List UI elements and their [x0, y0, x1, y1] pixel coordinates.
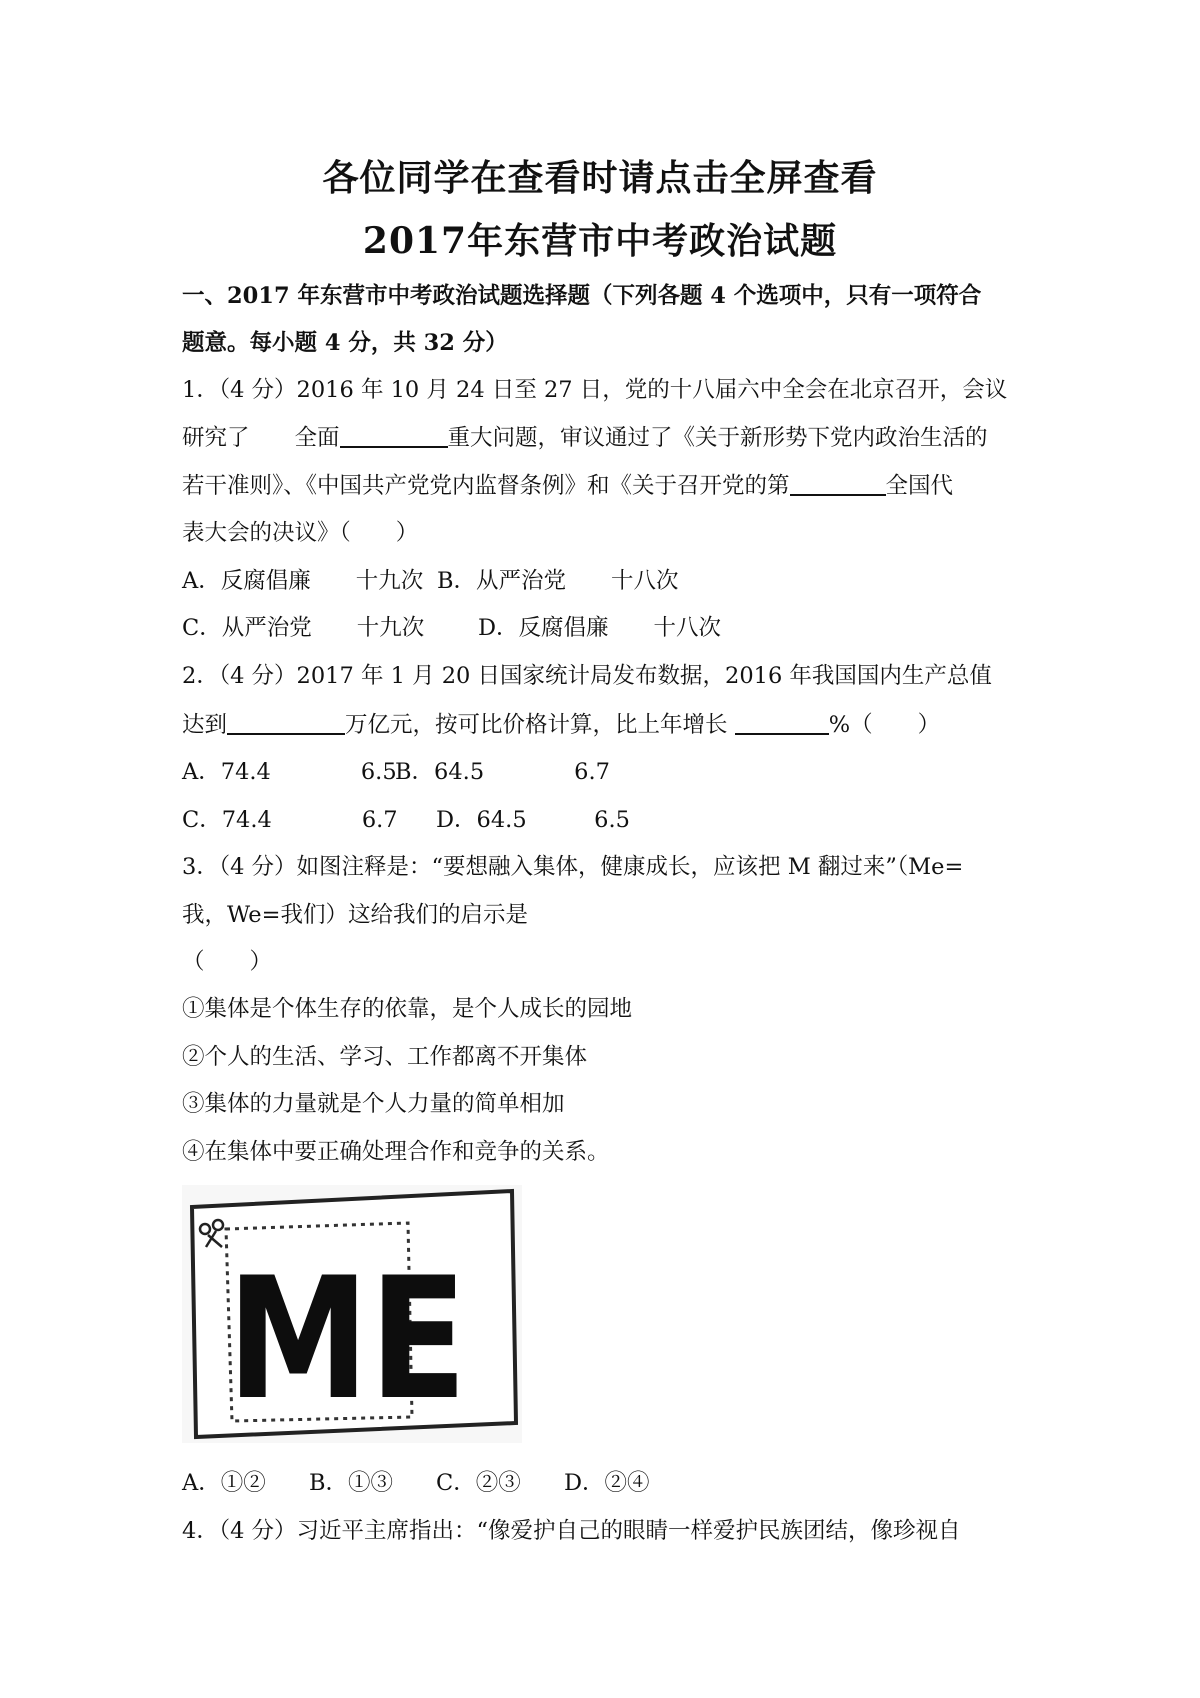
fullscreen-notice: 各位同学在查看时请点击全屏查看 [322, 157, 878, 199]
q2-line-1: 2．（4 分）2017 年 1 月 20 日国家统计局发布数据，2016 年我国国内生产总值 [182, 663, 992, 689]
q3-item-2: ②个人的生活、学习、工作都离不开集体 [182, 1044, 588, 1070]
me-figure-text: ME [227, 1241, 467, 1437]
q1-blank-1 [340, 422, 448, 448]
q1-line-1: 1．（4 分）2016 年 10 月 24 日至 27 日，党的十八届六中全会在北京召开，会议 [182, 377, 1008, 403]
q3-line-3: （ ） [182, 949, 273, 975]
q3-item-3: ③集体的力量就是个人力量的简单相加 [182, 1091, 565, 1117]
q2-line-2-text-a: 达到 [182, 712, 228, 738]
q1-line-3-text-a: 若干准则》、《中国共产党党内监督条例》和《关于召开党的第 [182, 473, 790, 499]
q1-line-3-text-b: 全国代 [885, 473, 954, 499]
q3-item-4: ④在集体中要正确处理合作和竞争的关系。 [182, 1139, 610, 1165]
q2-blank-2 [735, 709, 829, 735]
q2-blank-1 [227, 709, 345, 735]
q3-line-1: 3．（4 分）如图注释是：“要想融入集体，健康成长，应该把 M 翻过来”（Me= [182, 854, 964, 880]
q1-line-2-text-a: 研究了 全面 [182, 425, 340, 451]
section-heading-line-2: 题意。每小题 4 分，共 32 分） [182, 330, 508, 356]
q2-option-d: D．64.5 6.5 [436, 807, 630, 833]
q1-line-2 [182, 422, 988, 453]
page-title: 2017年东营市中考政治试题 [362, 220, 838, 262]
q1-blank-2 [790, 470, 886, 496]
q2-option-b: B．64.5 6.7 [395, 759, 610, 785]
q2-line-2 [182, 709, 940, 740]
section-heading-line-1: 一、2017 年东营市中考政治试题选择题（下列各题 4 个选项中，只有一项符合 [182, 283, 982, 309]
q1-option-a: A．反腐倡廉 十九次 [182, 568, 424, 594]
q1-option-b: B．从严治党 十八次 [437, 568, 679, 594]
q3-option-b: B．①③ [309, 1470, 394, 1496]
q3-option-a: A．①② [182, 1470, 266, 1496]
q2-line-2-text-b: 万亿元，按可比价格计算，比上年增长 [345, 712, 728, 738]
q1-option-c: C．从严治党 十九次 [182, 615, 425, 641]
q1-line-4: 表大会的决议》（ ） [182, 520, 419, 546]
me-figure [182, 1185, 522, 1443]
q4-line-1: 4．（4 分）习近平主席指出：“像爱护自己的眼睛一样爱护民族团结，像珍视自 [182, 1518, 961, 1544]
q3-option-c: C．②③ [436, 1470, 521, 1496]
q2-option-c: C．74.4 6.7 [182, 807, 398, 833]
q1-line-2-text-b: 重大问题，审议通过了《关于新形势下党内政治生活的 [447, 425, 988, 451]
q3-line-2: 我，We=我们）这给我们的启示是 [182, 902, 528, 928]
q2-line-2-text-c: %（ ） [828, 712, 941, 738]
q3-option-d: D．②④ [564, 1470, 650, 1496]
q1-line-3 [182, 470, 953, 501]
q2-option-a: A．74.4 6.5 [182, 759, 397, 785]
q3-item-1: ①集体是个体生存的依靠，是个人成长的园地 [182, 996, 633, 1022]
q1-option-d: D．反腐倡廉 十八次 [478, 615, 722, 641]
